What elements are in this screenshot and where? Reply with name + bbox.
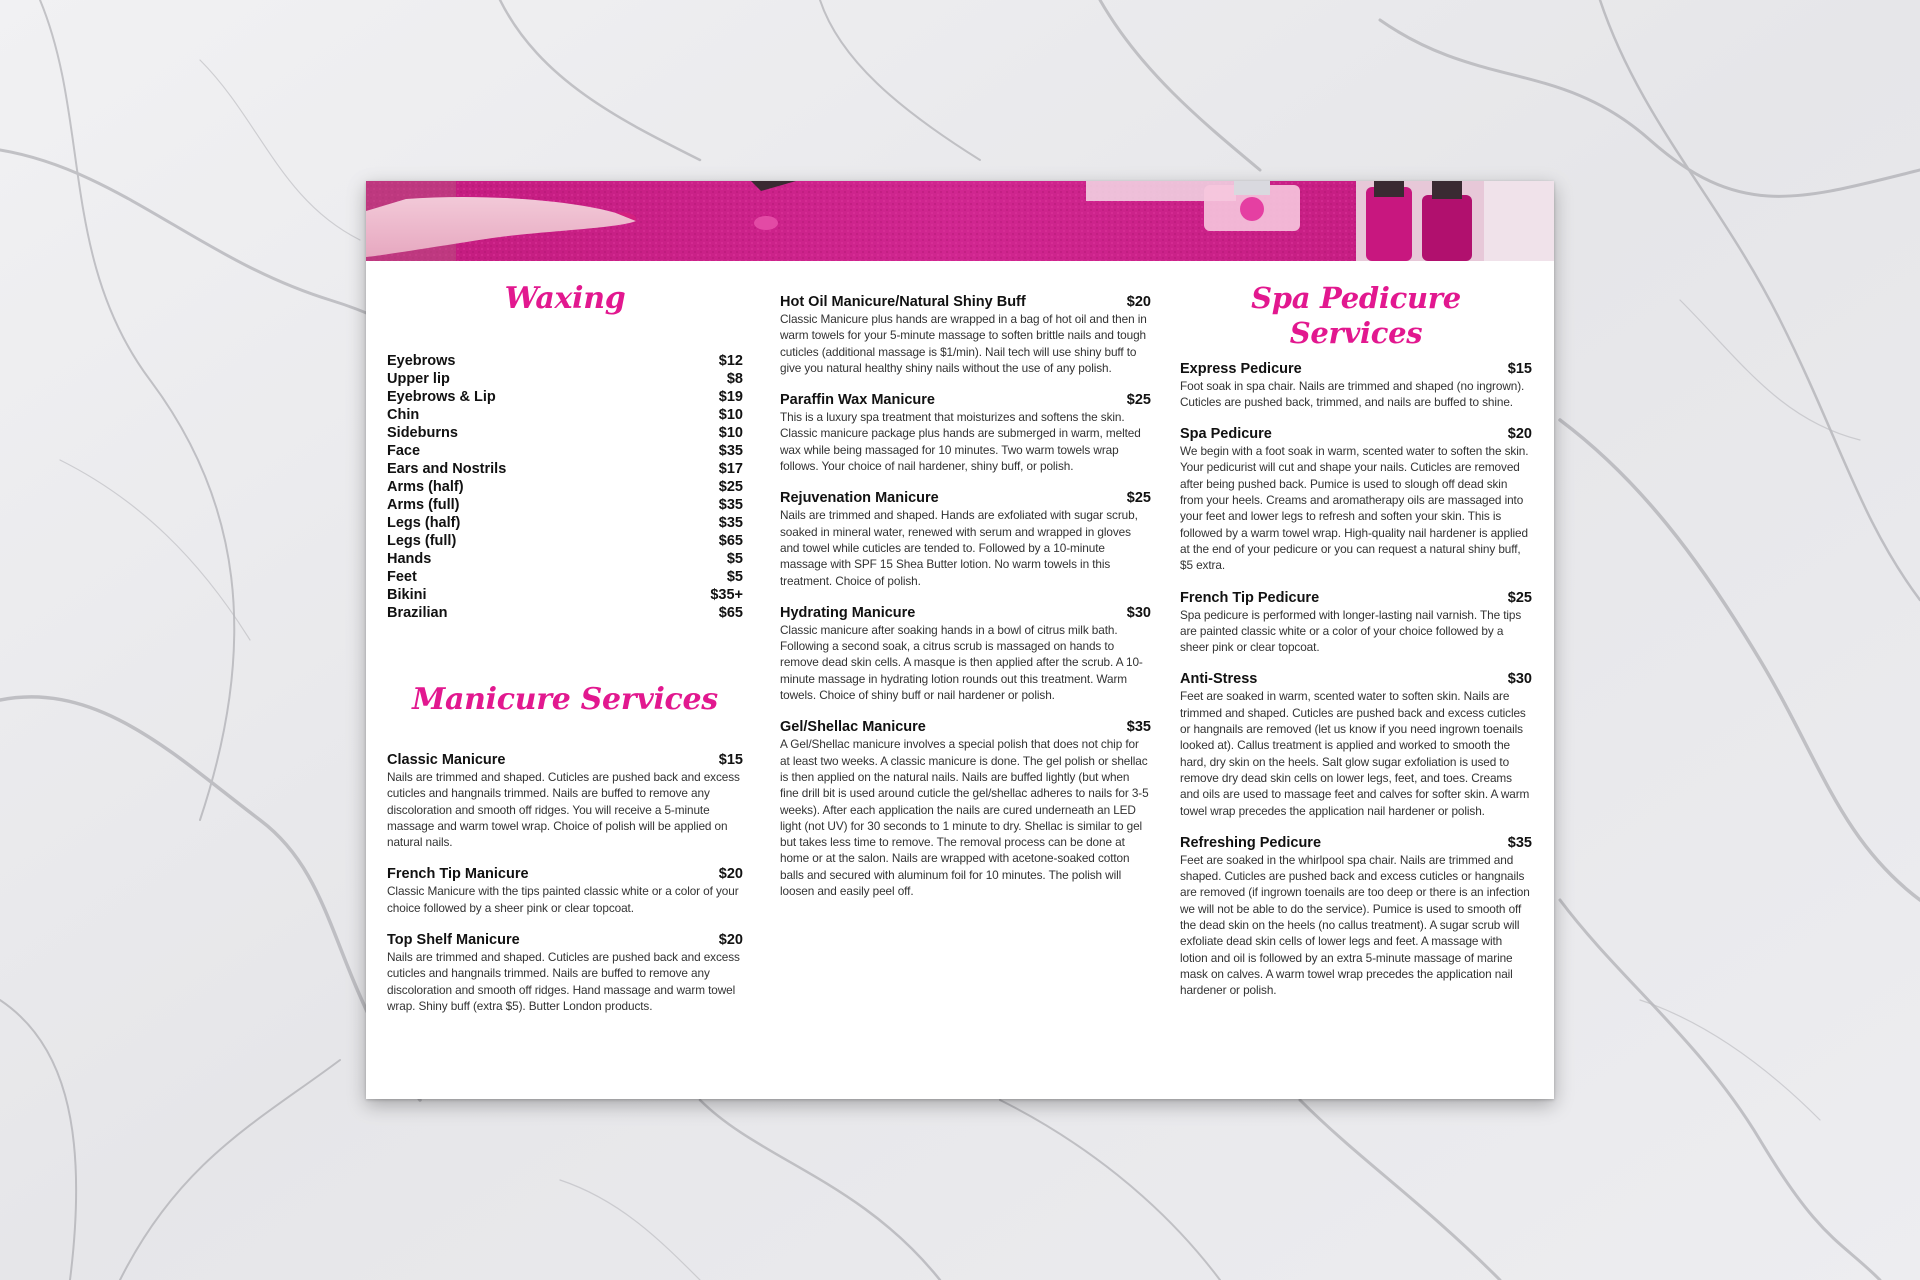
item-name: Arms (full) [387,497,460,513]
service-price: $20 [718,866,743,883]
list-item [387,388,743,406]
service-item [780,392,1151,474]
service-price: $30 [1126,604,1151,621]
section-title-pedicure: Spa Pedicure Services [1251,281,1461,350]
service-description: Classic Manicure with the tips painted classic white or a color of your choice followed by a sheer pink or clear topcoat. [387,884,739,915]
service-item [1180,361,1532,411]
item-name: Eyebrows [387,353,456,369]
item-name: Legs (full) [387,533,457,549]
service-price: $25 [1126,490,1151,507]
item-price: $19 [718,389,743,405]
service-description: This is a luxury spa treatment that moisturizes and softens the skin. Classic manicure package plus hands are submerged in warm, melted wax while being massaged for 10 minutes. Two warm towels wrap follows. Your choice of nail hardener, shiny buff, or polish. [780,410,1141,474]
item-name: Legs (half) [387,515,461,531]
service-name: Hot Oil Manicure/Natural Shiny Buff [780,294,1026,310]
item-price: $10 [718,425,743,441]
item-price: $65 [718,605,743,621]
service-description: Foot soak in spa chair. Nails are trimmed and shaped (no ingrown). Cuticles are pushed back, trimmed, and nails are buffed to shine. [1180,378,1525,409]
service-description: Feet are soaked in the whirlpool spa chair. Nails are trimmed and shaped. Cuticles are pushed back and excess cuticles or hangnails are removed (if ingrown toenails are too deep or there is an infection we will not be able to do the service). Pumice is used to smooth off the dead skin on the heels (no callus treatment). A sugar scrub will exfoliate dead skin cells of lower legs and feet. A massage with lotion and oil is followed by an extra 5-minute massage of marine mask on calves. A warm towel wrap precedes the application nail hardener or polish. [1180,852,1530,998]
item-price: $65 [718,533,743,549]
list-item [387,496,743,514]
item-name: Sideburns [387,425,458,441]
service-price: $25 [1507,589,1532,606]
column-right [1180,281,1532,1015]
item-name: Face [387,443,421,459]
service-price: $20 [1126,294,1151,310]
list-item [387,604,743,622]
service-price: $20 [718,932,743,949]
service-price: $35 [1126,719,1151,736]
item-name: Hands [387,551,432,567]
section-title-waxing: Waxing [504,281,626,316]
list-item [387,568,743,586]
section-title-manicure: Manicure Services [412,682,718,717]
item-name: Bikini [387,587,427,603]
service-name: Refreshing Pedicure [1180,834,1322,851]
service-item [1180,671,1532,818]
item-price: $8 [726,371,743,387]
service-name: Express Pedicure [1180,360,1302,377]
service-description: Nails are trimmed and shaped. Cuticles are pushed back and excess cuticles and hangnails trimmed. Nails are buffed to remove any discoloration and smooth off ridges. Hand massage and warm towel wrap. Shiny buff (extra $5). Butter London products. [387,950,740,1013]
item-name: Feet [387,569,417,585]
list-item [387,478,743,496]
service-price: $30 [1507,671,1532,688]
service-name: Gel/Shellac Manicure [780,719,926,736]
service-item [780,605,1151,703]
service-item [780,490,1151,588]
list-item [387,352,743,370]
waxing-price-list [387,352,743,622]
item-name: Chin [387,407,420,423]
service-item [1180,835,1532,999]
list-item [387,370,743,388]
item-price: $35 [718,443,743,459]
service-item [387,752,743,850]
list-item [387,460,743,478]
item-price: $5 [726,551,743,567]
service-name: Paraffin Wax Manicure [780,392,935,409]
service-name: French Tip Pedicure [1180,589,1320,606]
service-description: Nails are trimmed and shaped. Hands are exfoliated with sugar scrub, soaked in mineral water, renewed with serum and wrapped in gloves and towel while cuticles are tended to. Followed by a 10-minute massage with SPF 15 Shea Butter lotion. No warm towels in this treatment. Choice of polish. [780,508,1138,588]
service-name: French Tip Manicure [387,866,529,883]
list-item [387,514,743,532]
service-price: $25 [1126,392,1151,409]
service-item [1180,590,1532,656]
service-item [387,932,743,1014]
service-description: We begin with a foot soak in warm, scented water to soften the skin. Your pedicurist will cut and shape your nails. Cuticles are removed after being pushed back. Pumice is used to slough off dead skin from your heels. Creams and aromatherapy oils are massaged into your feet and lower legs to refresh and soften your skin. This is followed by a warm towel wrap. High-quality nail hardener is applied at the end of your pedicure or you can request a natural shiny buff, $5 extra. [1180,444,1529,573]
service-item [387,866,743,916]
list-item [387,586,743,604]
service-name: Spa Pedicure [1180,426,1272,443]
item-price: $12 [718,353,743,369]
service-description: Nails are trimmed and shaped. Cuticles are pushed back and excess cuticles and hangnails trimmed. Nails are buffed to remove any discoloration and smooth off ridges. You will receive a 5-minute massage and warm towel wrap. Choice of polish will be applied on natural nails. [387,770,740,850]
banner-photo [366,181,1554,261]
item-name: Upper lip [387,371,450,387]
manicure-more-service-list [780,294,1151,899]
list-item [387,532,743,550]
item-name: Eyebrows & Lip [387,389,496,405]
item-name: Ears and Nostrils [387,461,507,477]
service-name: Top Shelf Manicure [387,932,520,949]
list-item [387,550,743,568]
item-price: $17 [718,461,743,477]
service-price: $35 [1507,834,1532,851]
service-description: Classic manicure after soaking hands in a bowl of citrus milk bath. Following a second soak, a citrus scrub is massaged on hands to remove dead skin cells. A masque is then applied after the scrub. A 10-minute massage in hydrating lotion rounds out this treatment. Warm towels. Choice of shiny buff or nail hardener or polish. [780,622,1143,703]
item-name: Brazilian [387,605,448,621]
service-description: Classic Manicure plus hands are wrapped in a bag of hot oil and then in warm towels for your 5-minute massage to soften brittle nails and tough cuticles (additional massage is $1/min). Nail tech will use shiny buff to give you natural healthy shiny nails without the use of any polish. [780,312,1147,375]
service-description: A Gel/Shellac manicure involves a special polish that does not chip for at least two weeks. A classic manicure is done. The gel polish or shellac is then applied on the natural nails. Nails are buffed lightly (but when fine drill bit is used around cuticle the gel/shellac adheres to nails for 3-5 weeks). After each application the nails are cured underneath an LED light (not UV) for 30 seconds to 1 minute to dry. Shellac is similar to gel but takes less time to remove. The removal process can be done at home or at the salon. Nails are wrapped with acetone-soaked cotton balls and secured with aluminum foil for 10 minutes. The polish will loosen and easily peel off. [780,737,1149,899]
item-price: $10 [718,407,743,423]
column-left [387,281,743,1030]
item-name: Arms (half) [387,479,464,495]
list-item [387,406,743,424]
service-item [780,294,1151,376]
pedicure-service-list [1180,361,1532,999]
service-description: Spa pedicure is performed with longer-lasting nail varnish. The tips are painted classic white or a color of your choice followed by a sheer pink or clear topcoat. [1180,607,1522,655]
item-price: $35 [718,497,743,513]
item-price: $35+ [710,587,743,603]
service-item [780,719,1151,899]
service-name: Classic Manicure [387,752,506,768]
column-middle [780,294,1151,915]
item-price: $5 [726,569,743,585]
service-name: Hydrating Manicure [780,604,916,621]
item-price: $25 [718,479,743,495]
service-price: $15 [1507,360,1532,377]
service-description: Feet are soaked in warm, scented water to soften skin. Nails are trimmed and shaped. Cuticles are pushed back and excess cuticles or hangnails are removed (let us know if you need ingrown toenails looked at). Callus treatment is applied and worked to smooth the hard, dry skin on the heels. Salt glow sugar exfoliation is used to remove dry dead skin cells on lower legs, feet, and toes. Creams and oils are used to massage feet and calves for softer skin. A warm towel wrap precedes the application nail hardener or polish. [1180,689,1530,818]
service-price: $15 [718,752,743,768]
list-item [387,424,743,442]
menu-card [366,181,1554,1099]
item-price: $35 [718,515,743,531]
service-price: $20 [1507,426,1532,443]
service-name: Rejuvenation Manicure [780,490,939,507]
list-item [387,442,743,460]
manicure-service-list [387,752,743,1014]
service-item [1180,426,1532,573]
service-name: Anti-Stress [1180,671,1258,688]
